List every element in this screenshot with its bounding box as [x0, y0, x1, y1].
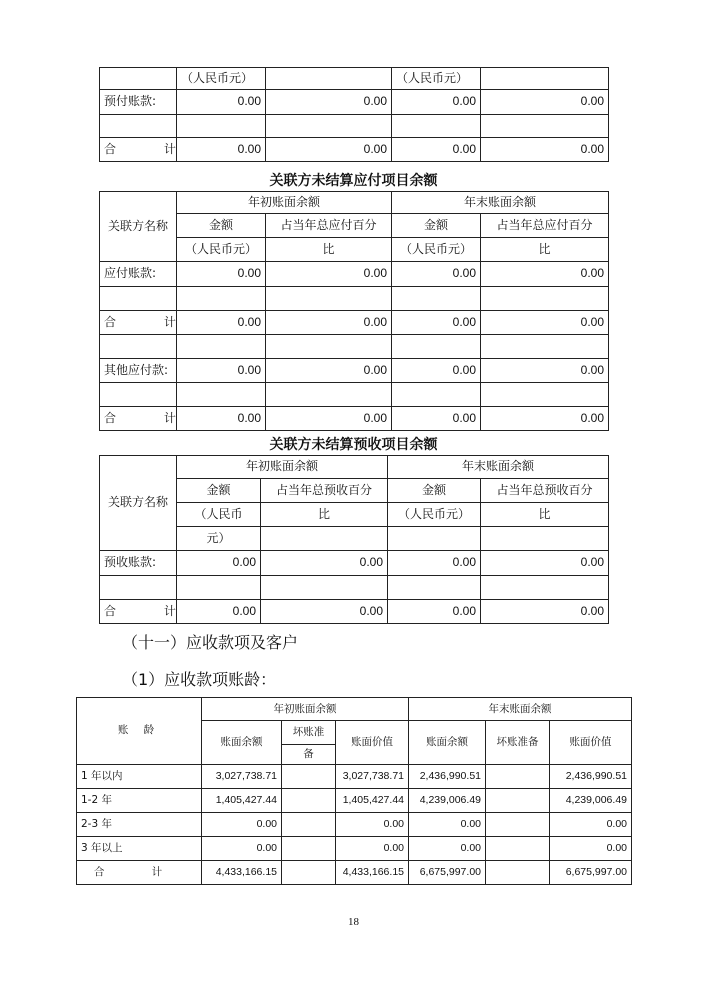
- row-label: [100, 115, 177, 138]
- value-cell: [486, 765, 550, 789]
- percent-header: 占当年总预收百分: [481, 479, 609, 503]
- value-cell: 0.00: [177, 600, 261, 624]
- value-cell: 4,239,006.49: [550, 789, 632, 813]
- amount-unit: （人民币元）: [177, 238, 266, 262]
- table-row: [77, 789, 632, 813]
- value-cell: 3,027,738.71: [336, 765, 409, 789]
- begin-balance-header: 年初账面余额: [177, 192, 392, 214]
- table-row: [100, 359, 609, 383]
- table-row: [100, 287, 609, 311]
- begin-balance-header: 年初账面余额: [177, 456, 388, 479]
- table-row: [100, 407, 609, 431]
- total-label: 合 计: [100, 311, 177, 335]
- value-cell: 0.00: [177, 262, 266, 287]
- row-label: [100, 383, 177, 407]
- value-cell: [177, 576, 261, 600]
- table-row: [77, 698, 632, 721]
- value-cell: 0.00: [261, 551, 388, 576]
- prepayments-table: [99, 67, 609, 162]
- table-cell: [266, 68, 392, 90]
- value-cell: [392, 383, 481, 407]
- percent-header-cont: 比: [481, 238, 609, 262]
- row-label: 应付账款:: [100, 262, 177, 287]
- value-cell: 0.00: [177, 311, 266, 335]
- value-cell: [481, 576, 609, 600]
- page-number: 18: [348, 916, 359, 928]
- table-row: [100, 576, 609, 600]
- value-cell: 0.00: [481, 311, 609, 335]
- begin-balance-header: 年初账面余额: [202, 698, 409, 721]
- value-cell: 0.00: [177, 138, 266, 162]
- value-cell: [282, 861, 336, 885]
- value-cell: [486, 861, 550, 885]
- row-label: 预收账款:: [100, 551, 177, 576]
- table-row: [100, 335, 609, 359]
- receivables-aging-table: [76, 697, 632, 885]
- end-balance-header: 年末账面余额: [392, 192, 609, 214]
- percent-header: 占当年总预收百分: [261, 479, 388, 503]
- row-label: 3 年以上: [77, 837, 202, 861]
- value-cell: 0.00: [266, 359, 392, 383]
- value-cell: 0.00: [481, 551, 609, 576]
- percent-header-cont: 比: [266, 238, 392, 262]
- value-cell: 0.00: [266, 138, 392, 162]
- table-row: [77, 765, 632, 789]
- amount-header: 金额: [388, 479, 481, 503]
- value-cell: 4,433,166.15: [202, 861, 282, 885]
- row-label: 1 年以内: [77, 765, 202, 789]
- value-cell: 0.00: [392, 138, 481, 162]
- table-cell: [481, 68, 609, 90]
- value-cell: 0.00: [392, 262, 481, 287]
- table-row: [100, 503, 609, 527]
- row-label: 其他应付款:: [100, 359, 177, 383]
- value-cell: 0.00: [481, 407, 609, 431]
- value-cell: [282, 789, 336, 813]
- table-row: [100, 68, 609, 90]
- value-cell: [177, 115, 266, 138]
- table-row: [100, 238, 609, 262]
- row-label: [100, 287, 177, 311]
- value-cell: 4,239,006.49: [409, 789, 486, 813]
- value-cell: [282, 813, 336, 837]
- value-cell: 2,436,990.51: [550, 765, 632, 789]
- book-balance-header: 账面余额: [409, 721, 486, 765]
- value-cell: 0.00: [336, 813, 409, 837]
- value-cell: 0.00: [481, 359, 609, 383]
- value-cell: [392, 287, 481, 311]
- table-row: [77, 813, 632, 837]
- value-cell: 4,433,166.15: [336, 861, 409, 885]
- table-title: 关联方未结算预收项目余额: [269, 437, 438, 453]
- amount-header: 金额: [177, 214, 266, 238]
- value-cell: 0.00: [481, 600, 609, 624]
- value-cell: 0.00: [177, 551, 261, 576]
- table-cell: （人民币元）: [392, 68, 481, 90]
- name-header: 关联方名称: [100, 192, 177, 262]
- value-cell: [282, 837, 336, 861]
- total-label: 合 计: [77, 861, 202, 885]
- value-cell: 0.00: [202, 837, 282, 861]
- value-cell: [266, 115, 392, 138]
- advance-receipts-table: [99, 455, 609, 624]
- book-balance-header: 账面余额: [202, 721, 282, 765]
- amount-unit: （人民币元）: [392, 238, 481, 262]
- value-cell: [261, 576, 388, 600]
- amount-unit: （人民币元）: [388, 503, 481, 527]
- end-balance-header: 年末账面余额: [409, 698, 632, 721]
- bad-debt-header: 坏账准备: [486, 721, 550, 765]
- value-cell: 0.00: [392, 407, 481, 431]
- value-cell: 1,405,427.44: [336, 789, 409, 813]
- table-row: [100, 479, 609, 503]
- table-cell: [388, 527, 481, 551]
- table-row: [100, 214, 609, 238]
- row-label: 1-2 年: [77, 789, 202, 813]
- value-cell: [266, 383, 392, 407]
- table-cell: [481, 527, 609, 551]
- value-cell: 0.00: [261, 600, 388, 624]
- table-row: [100, 192, 609, 214]
- row-label: 2-3 年: [77, 813, 202, 837]
- value-cell: 0.00: [336, 837, 409, 861]
- value-cell: 1,405,427.44: [202, 789, 282, 813]
- sub-heading: （1）应收款项账龄：: [122, 670, 277, 689]
- value-cell: 0.00: [392, 359, 481, 383]
- value-cell: [177, 335, 266, 359]
- table-row: [100, 551, 609, 576]
- amount-header: 金额: [392, 214, 481, 238]
- value-cell: 6,675,997.00: [550, 861, 632, 885]
- value-cell: 0.00: [202, 813, 282, 837]
- value-cell: 0.00: [266, 407, 392, 431]
- value-cell: 3,027,738.71: [202, 765, 282, 789]
- row-label: [100, 335, 177, 359]
- amount-header: 金额: [177, 479, 261, 503]
- age-header: 账 龄: [77, 698, 202, 765]
- value-cell: 0.00: [392, 311, 481, 335]
- table-cell: （人民币元）: [177, 68, 266, 90]
- value-cell: 2,436,990.51: [409, 765, 486, 789]
- table-title: 关联方未结算应付项目余额: [269, 173, 438, 189]
- value-cell: [481, 287, 609, 311]
- value-cell: [282, 765, 336, 789]
- value-cell: 0.00: [409, 837, 486, 861]
- table-row: [100, 311, 609, 335]
- value-cell: 0.00: [481, 262, 609, 287]
- value-cell: [481, 383, 609, 407]
- payables-table: [99, 191, 609, 431]
- value-cell: [392, 115, 481, 138]
- bad-debt-header: 坏账准: [282, 721, 336, 745]
- bad-debt-header-cont: 备: [282, 745, 336, 765]
- value-cell: [481, 335, 609, 359]
- value-cell: [486, 789, 550, 813]
- value-cell: 0.00: [392, 90, 481, 115]
- amount-unit-cont: 元）: [177, 527, 261, 551]
- percent-header-cont: 比: [261, 503, 388, 527]
- percent-header-cont: 比: [481, 503, 609, 527]
- total-label: 合 计: [100, 600, 177, 624]
- table-cell: [100, 68, 177, 90]
- table-row: [77, 861, 632, 885]
- value-cell: 0.00: [550, 813, 632, 837]
- table-row: [100, 383, 609, 407]
- value-cell: 0.00: [481, 138, 609, 162]
- value-cell: 0.00: [177, 90, 266, 115]
- table-row: [100, 456, 609, 479]
- value-cell: [486, 813, 550, 837]
- total-label: 合 计: [100, 407, 177, 431]
- value-cell: 0.00: [388, 600, 481, 624]
- table-row: [100, 600, 609, 624]
- value-cell: 0.00: [266, 311, 392, 335]
- value-cell: 0.00: [388, 551, 481, 576]
- value-cell: 0.00: [481, 90, 609, 115]
- table-row: [100, 115, 609, 138]
- value-cell: [177, 383, 266, 407]
- section-heading: （十一）应收款项及客户: [122, 633, 299, 652]
- value-cell: 0.00: [550, 837, 632, 861]
- value-cell: 0.00: [177, 359, 266, 383]
- table-row: [100, 262, 609, 287]
- percent-header: 占当年总应付百分: [266, 214, 392, 238]
- table-row: [100, 138, 609, 162]
- table-row: [100, 90, 609, 115]
- value-cell: 0.00: [266, 90, 392, 115]
- table-row: [100, 527, 609, 551]
- end-balance-header: 年末账面余额: [388, 456, 609, 479]
- value-cell: [388, 576, 481, 600]
- row-label: [100, 576, 177, 600]
- value-cell: [486, 837, 550, 861]
- value-cell: [177, 287, 266, 311]
- amount-unit: （人民币: [177, 503, 261, 527]
- value-cell: [266, 287, 392, 311]
- name-header: 关联方名称: [100, 456, 177, 551]
- percent-header: 占当年总应付百分: [481, 214, 609, 238]
- value-cell: [481, 115, 609, 138]
- row-label: 预付账款:: [100, 90, 177, 115]
- table-row: [77, 837, 632, 861]
- value-cell: 0.00: [177, 407, 266, 431]
- book-value-header: 账面价值: [336, 721, 409, 765]
- table-cell: [261, 527, 388, 551]
- book-value-header: 账面价值: [550, 721, 632, 765]
- value-cell: [266, 335, 392, 359]
- value-cell: [392, 335, 481, 359]
- value-cell: 0.00: [266, 262, 392, 287]
- value-cell: 6,675,997.00: [409, 861, 486, 885]
- total-label: 合 计: [100, 138, 177, 162]
- value-cell: 0.00: [409, 813, 486, 837]
